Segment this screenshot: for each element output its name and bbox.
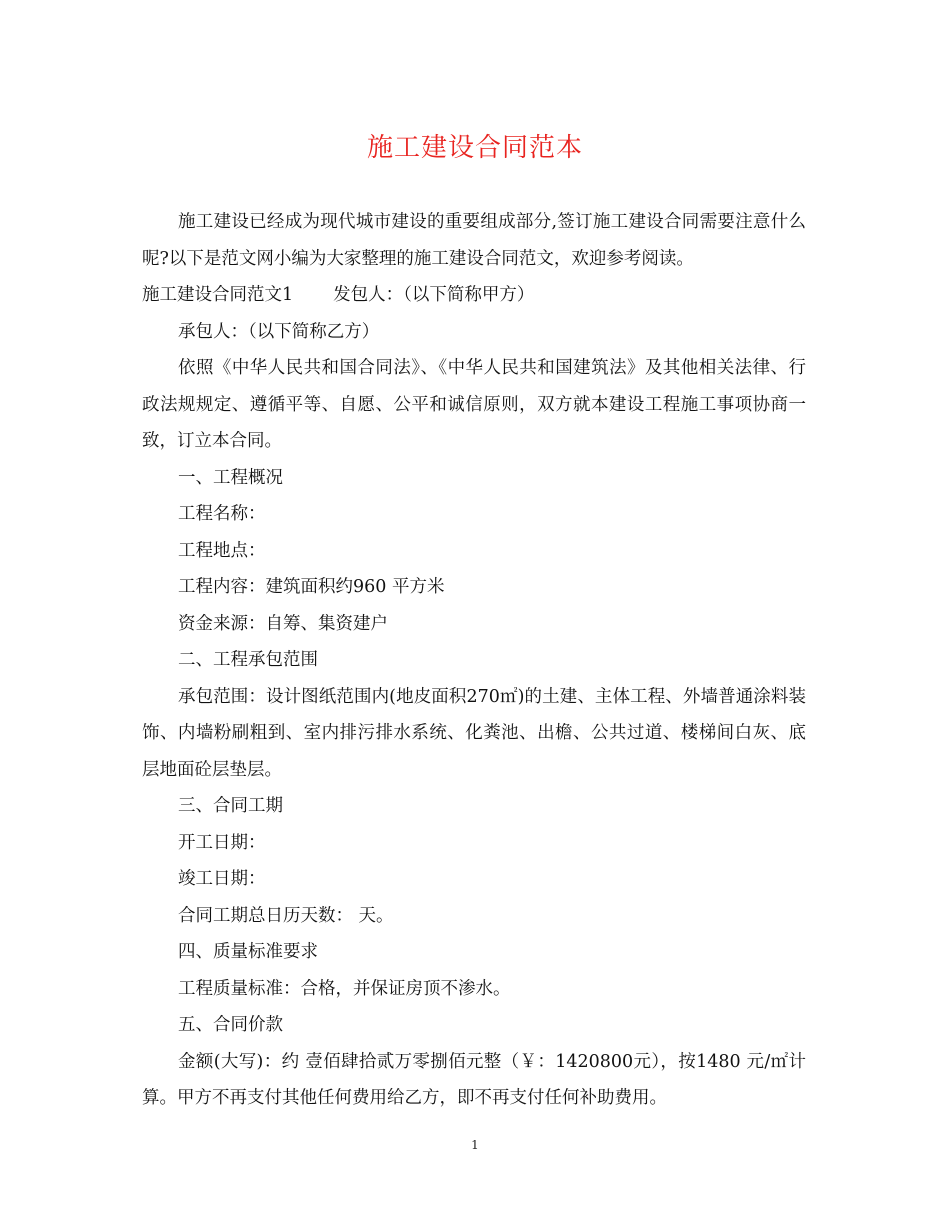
section-2-heading: 二、工程承包范围 (178, 650, 318, 670)
project-name-line: 工程名称： (178, 504, 266, 524)
quality-standard-line: 工程质量标准：合格，并保证房顶不渗水。 (178, 978, 511, 999)
total-days-line: 合同工期总日历天数： 天。 (178, 905, 394, 926)
section-1-heading: 一、工程概况 (178, 467, 283, 488)
party-a-line: 发包人：（以下简称甲方） (333, 285, 535, 305)
section-3-heading: 三、合同工期 (178, 796, 283, 816)
basis-paragraph: 依照《中华人民共和国合同法》、《中华人民共和国建筑法》及其他相关法律、行政法规规定、遵循平等、自愿、公平和诚信原则，双方就本建设工程施工事项协商一致，订立本合同。 (142, 358, 806, 451)
party-b-line: 承包人：（以下简称乙方） (178, 321, 380, 342)
page-number: 1 (471, 1138, 479, 1152)
sample-party-line (142, 277, 806, 314)
project-location-line: 工程地点： (178, 540, 266, 561)
completion-date-line: 竣工日期： (178, 869, 266, 889)
document-title: 施工建设合同范本 (366, 133, 583, 163)
document-body (142, 204, 806, 1117)
project-content-line: 工程内容：建筑面积约960 平方米 (178, 577, 445, 597)
contract-amount-paragraph: 金额(大写)：约 壹佰肆拾贰万零捌佰元整（￥：1420800元），按1480 元/㎡计算。甲方不再支付其他任何费用给乙方，即不再支付任何补助费用。 (142, 1051, 806, 1108)
funding-source-line: 资金来源：自筹、集资建户 (178, 613, 388, 634)
intro-paragraph: 施工建设已经成为现代城市建设的重要组成部分,签订施工建设合同需要注意什么呢?以下是范文网小编为大家整理的施工建设合同范文，欢迎参考阅读。 (142, 212, 806, 269)
section-5-heading: 五、合同价款 (178, 1015, 283, 1035)
section-4-heading: 四、质量标准要求 (178, 942, 318, 962)
sample-heading: 施工建设合同范文1 (142, 285, 294, 305)
scope-paragraph: 承包范围：设计图纸范围内(地皮面积270㎡)的土建、主体工程、外墙普通涂料装饰、内墙粉刷粗到、室内排污排水系统、化粪池、出檐、公共过道、楼梯间白灰、底层地面砼层垫层。 (142, 686, 806, 780)
start-date-line: 开工日期： (178, 832, 266, 853)
